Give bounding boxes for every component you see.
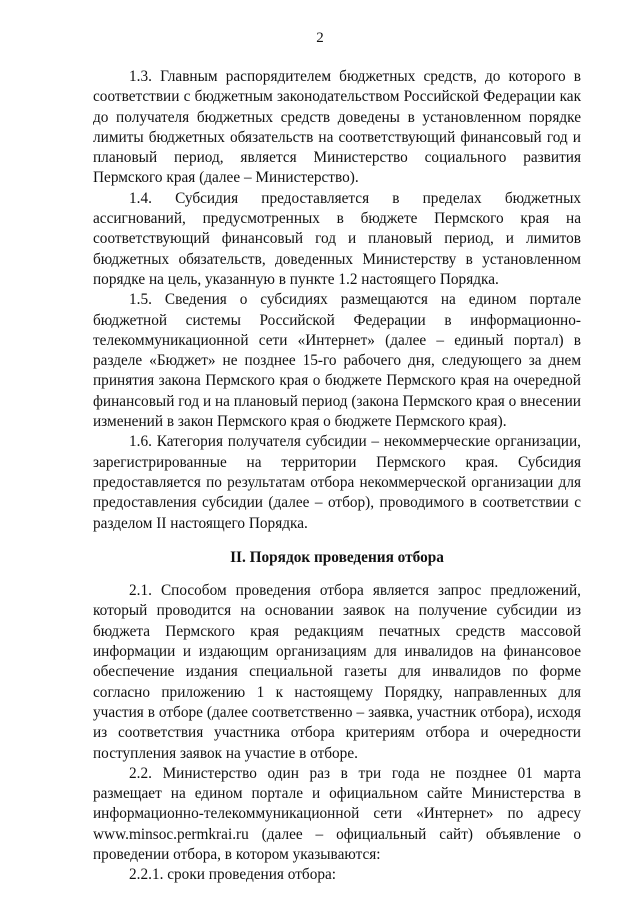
paragraph-1-4: 1.4. Субсидия предоставляется в пределах бюджетных ассигнований, предусмотренных в бюджете Пермского края на соответствующий финансовый год и плановый период, и лимитов бюджетных обязательств, доведенных Министерству в установленном порядке на цель, указанную в пункте 1.2 настоящего Порядка. <box>93 189 581 288</box>
document-body <box>93 67 581 886</box>
section-heading: II. Порядок проведения отбора <box>230 548 444 566</box>
paragraph-2-2-1: 2.2.1. сроки проведения отбора: <box>129 866 337 884</box>
paragraph-1-5: 1.5. Сведения о субсидиях размещаются на едином портале бюджетной системы Российской Федерации в информационно-телекоммуникационной сети «Интернет» (далее – единый портал) в разделе «Бюджет» не позднее 15-го рабочего дня, следующего за днем принятия закона Пермского края о бюджете Пермского края на очередной финансовый год и на плановый период (закона Пермского края о внесении изменений в закон Пермского края о бюджете Пермского края). <box>93 291 581 431</box>
page-number: 2 <box>316 30 324 46</box>
paragraph-2-2: 2.2. Министерство один раз в три года не позднее 01 марта размещает на едином портале и официальном сайте Министерства в информационно-телекоммуникационной сети «Интернет» по адресу www.minsoc.permkrai.ru (далее – официальный сайт) объявление о проведении отбора, в котором указываются: <box>93 764 581 863</box>
paragraph-1-6: 1.6. Категория получателя субсидии – некоммерческие организации, зарегистрированные на территории Пермского края. Субсидия предоставляется по результатам отбора некоммерческой организации для предоставления субсидии (далее – отбор), проводимого в соответствии с разделом II настоящего Порядка. <box>93 433 581 532</box>
paragraph-2-1: 2.1. Способом проведения отбора является запрос предложений, который проводится на основании заявок на получение субсидии из бюджета Пермского края редакциям печатных средств массовой информации и издающим организациям для инвалидов на финансовое обеспечение издания специальной газеты для инвалидов по форме согласно приложению 1 к настоящему Порядку, направленных для участия в отборе (далее соответственно – заявка, участник отбора), исходя из соответствия участника отбора критериям отбора и очередности поступления заявок на участие в отборе. <box>93 582 581 762</box>
paragraph-1-3: 1.3. Главным распорядителем бюджетных средств, до которого в соответствии с бюджетным законодательством Российской Федерации как до получателя бюджетных средств доведены в установленном порядке лимиты бюджетных обязательств на соответствующий финансовый год и плановый период, является Министерство социального развития Пермского края (далее – Министерство). <box>93 68 581 187</box>
